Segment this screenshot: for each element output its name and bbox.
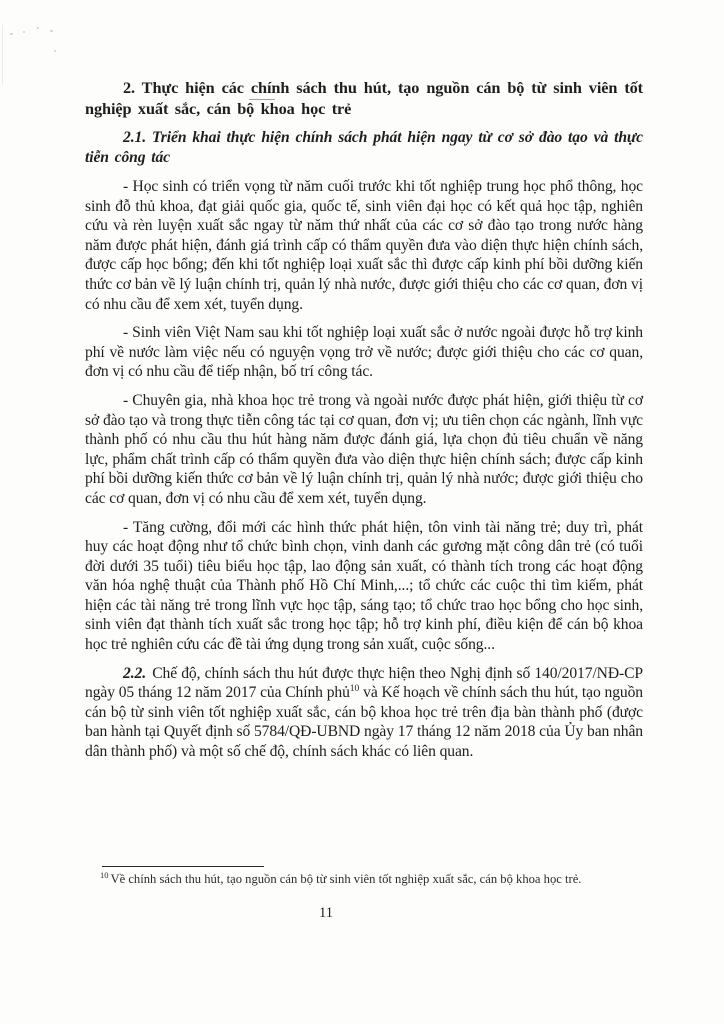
footnote-separator-rule — [102, 866, 264, 867]
scan-artifact — [23, 31, 25, 33]
body-paragraph: - Tăng cường, đổi mới các hình thức phát hiện, tôn vinh tài năng trẻ; duy trì, phát huy các hoạt động như tổ chức bình chọn, vinh danh các gương mặt công dân trẻ (có tuổi đời dưới 35 tuổi) tiêu biểu học tập, lao động sản xuất, có thành tích trong các hoạt động văn hóa nghệ thuật của Thành phố Hồ Chí Minh,...; tổ chức các cuộc thi tìm kiếm, phát hiện các tài năng trẻ trong lĩnh vực học tập, sáng tạo; tổ chức trao học bổng cho học sinh, sinh viên đạt thành tích xuất sắc trong học tập; hỗ trợ kinh phí, điều kiện để cán bộ khoa học trẻ nghiên cứu các đề tài ứng dụng trong sản xuất, cuộc sống... — [85, 518, 643, 654]
paragraph-number-label: 2.2. — [123, 664, 146, 682]
subsection-heading: 2.1. Triển khai thực hiện chính sách phát hiện ngay từ cơ sở đào tạo và thực tiễn công tác — [85, 129, 643, 166]
body-paragraph: - Học sinh có triển vọng từ năm cuối trước khi tốt nghiệp trung học phổ thông, học sinh đỗ thủ khoa, đạt giải quốc gia, quốc tế, sinh viên đại học có kết quả học tập, nghiên cứu và rèn luyện xuất sắc ngay từ năm thứ nhất của các cơ sở đào tạo trong nước hàng năm được phát hiện, đánh giá trình cấp có thẩm quyền đưa vào diện thực hiện chính sách, được cấp học bổng; đến khi tốt nghiệp loại xuất sắc thì được cấp kinh phí bồi dưỡng kiến thức cơ bản về lý luận chính trị, quản lý nhà nước, được giới thiệu cho các cơ quan, đơn vị có nhu cầu để xem xét, tuyển dụng. — [85, 178, 643, 313]
scan-artifact — [37, 27, 39, 29]
scan-artifact — [2, 25, 3, 85]
scan-artifact — [54, 50, 56, 52]
footnote-marker: 10 — [100, 869, 109, 880]
document-body — [85, 78, 643, 762]
footnote — [100, 869, 645, 887]
footnote-area — [100, 866, 645, 887]
body-paragraph-2-2 — [85, 664, 643, 762]
body-paragraph: - Sinh viên Việt Nam sau khi tốt nghiệp loại xuất sắc ở nước ngoài được hỗ trợ kinh phí về nước làm việc nếu có nguyện vọng trở về nước; được giới thiệu cho các cơ quan, đơn vị có nhu cầu để tiếp nhận, bố trí công tác. — [85, 324, 643, 381]
paragraph-text-before-footnote-ref: Chế độ, chính sách thu hút được thực hiện theo Nghị định số 140/2017/NĐ-CP ngày 05 tháng 12 năm 2017 của Chính phủ — [85, 664, 643, 702]
paragraph-text-after-footnote-ref: và Kế hoạch về chính sách thu hút, tạo nguồn cán bộ từ sinh viên tốt nghiệp xuất sắc, cán bộ khoa học trẻ trên địa bàn thành phố (được ban hành tại Quyết định số 5784/QĐ-UBND ngày 17 tháng 12 năm 2018 của Ủy ban nhân dân thành phố) và một số chế độ, chính sách khác có liên quan. — [85, 684, 643, 761]
page-number: 11 — [319, 905, 333, 921]
footnote-text: Về chính sách thu hút, tạo nguồn cán bộ từ sinh viên tốt nghiệp xuất sắc, cán bộ khoa học trẻ. — [110, 872, 582, 886]
body-paragraph: - Chuyên gia, nhà khoa học trẻ trong và ngoài nước được phát hiện, giới thiệu từ cơ sở đào tạo và trong thực tiễn công tác tại cơ quan, đơn vị; ưu tiên chọn các ngành, lĩnh vực thành phố có nhu cầu thu hút hàng năm được đánh giá, lựa chọn đủ tiêu chuẩn về năng lực, phẩm chất trình cấp có thẩm quyền đưa vào diện thực hiện chính sách; được cấp kinh phí bồi dưỡng kiến thức cơ bản về lý luận chính trị, quản lý nhà nước; được giới thiệu cho các cơ quan, đơn vị có nhu cầu để xem xét, tuyển dụng. — [85, 391, 643, 507]
scan-artifact — [50, 30, 53, 32]
section-heading: 2. Thực hiện các chính sách thu hút, tạo nguồn cán bộ từ sinh viên tốt nghiệp xuất sắc, cán bộ khoa học trẻ — [85, 78, 643, 118]
scan-artifact — [10, 33, 13, 35]
footnote-reference: 10 — [349, 684, 360, 695]
